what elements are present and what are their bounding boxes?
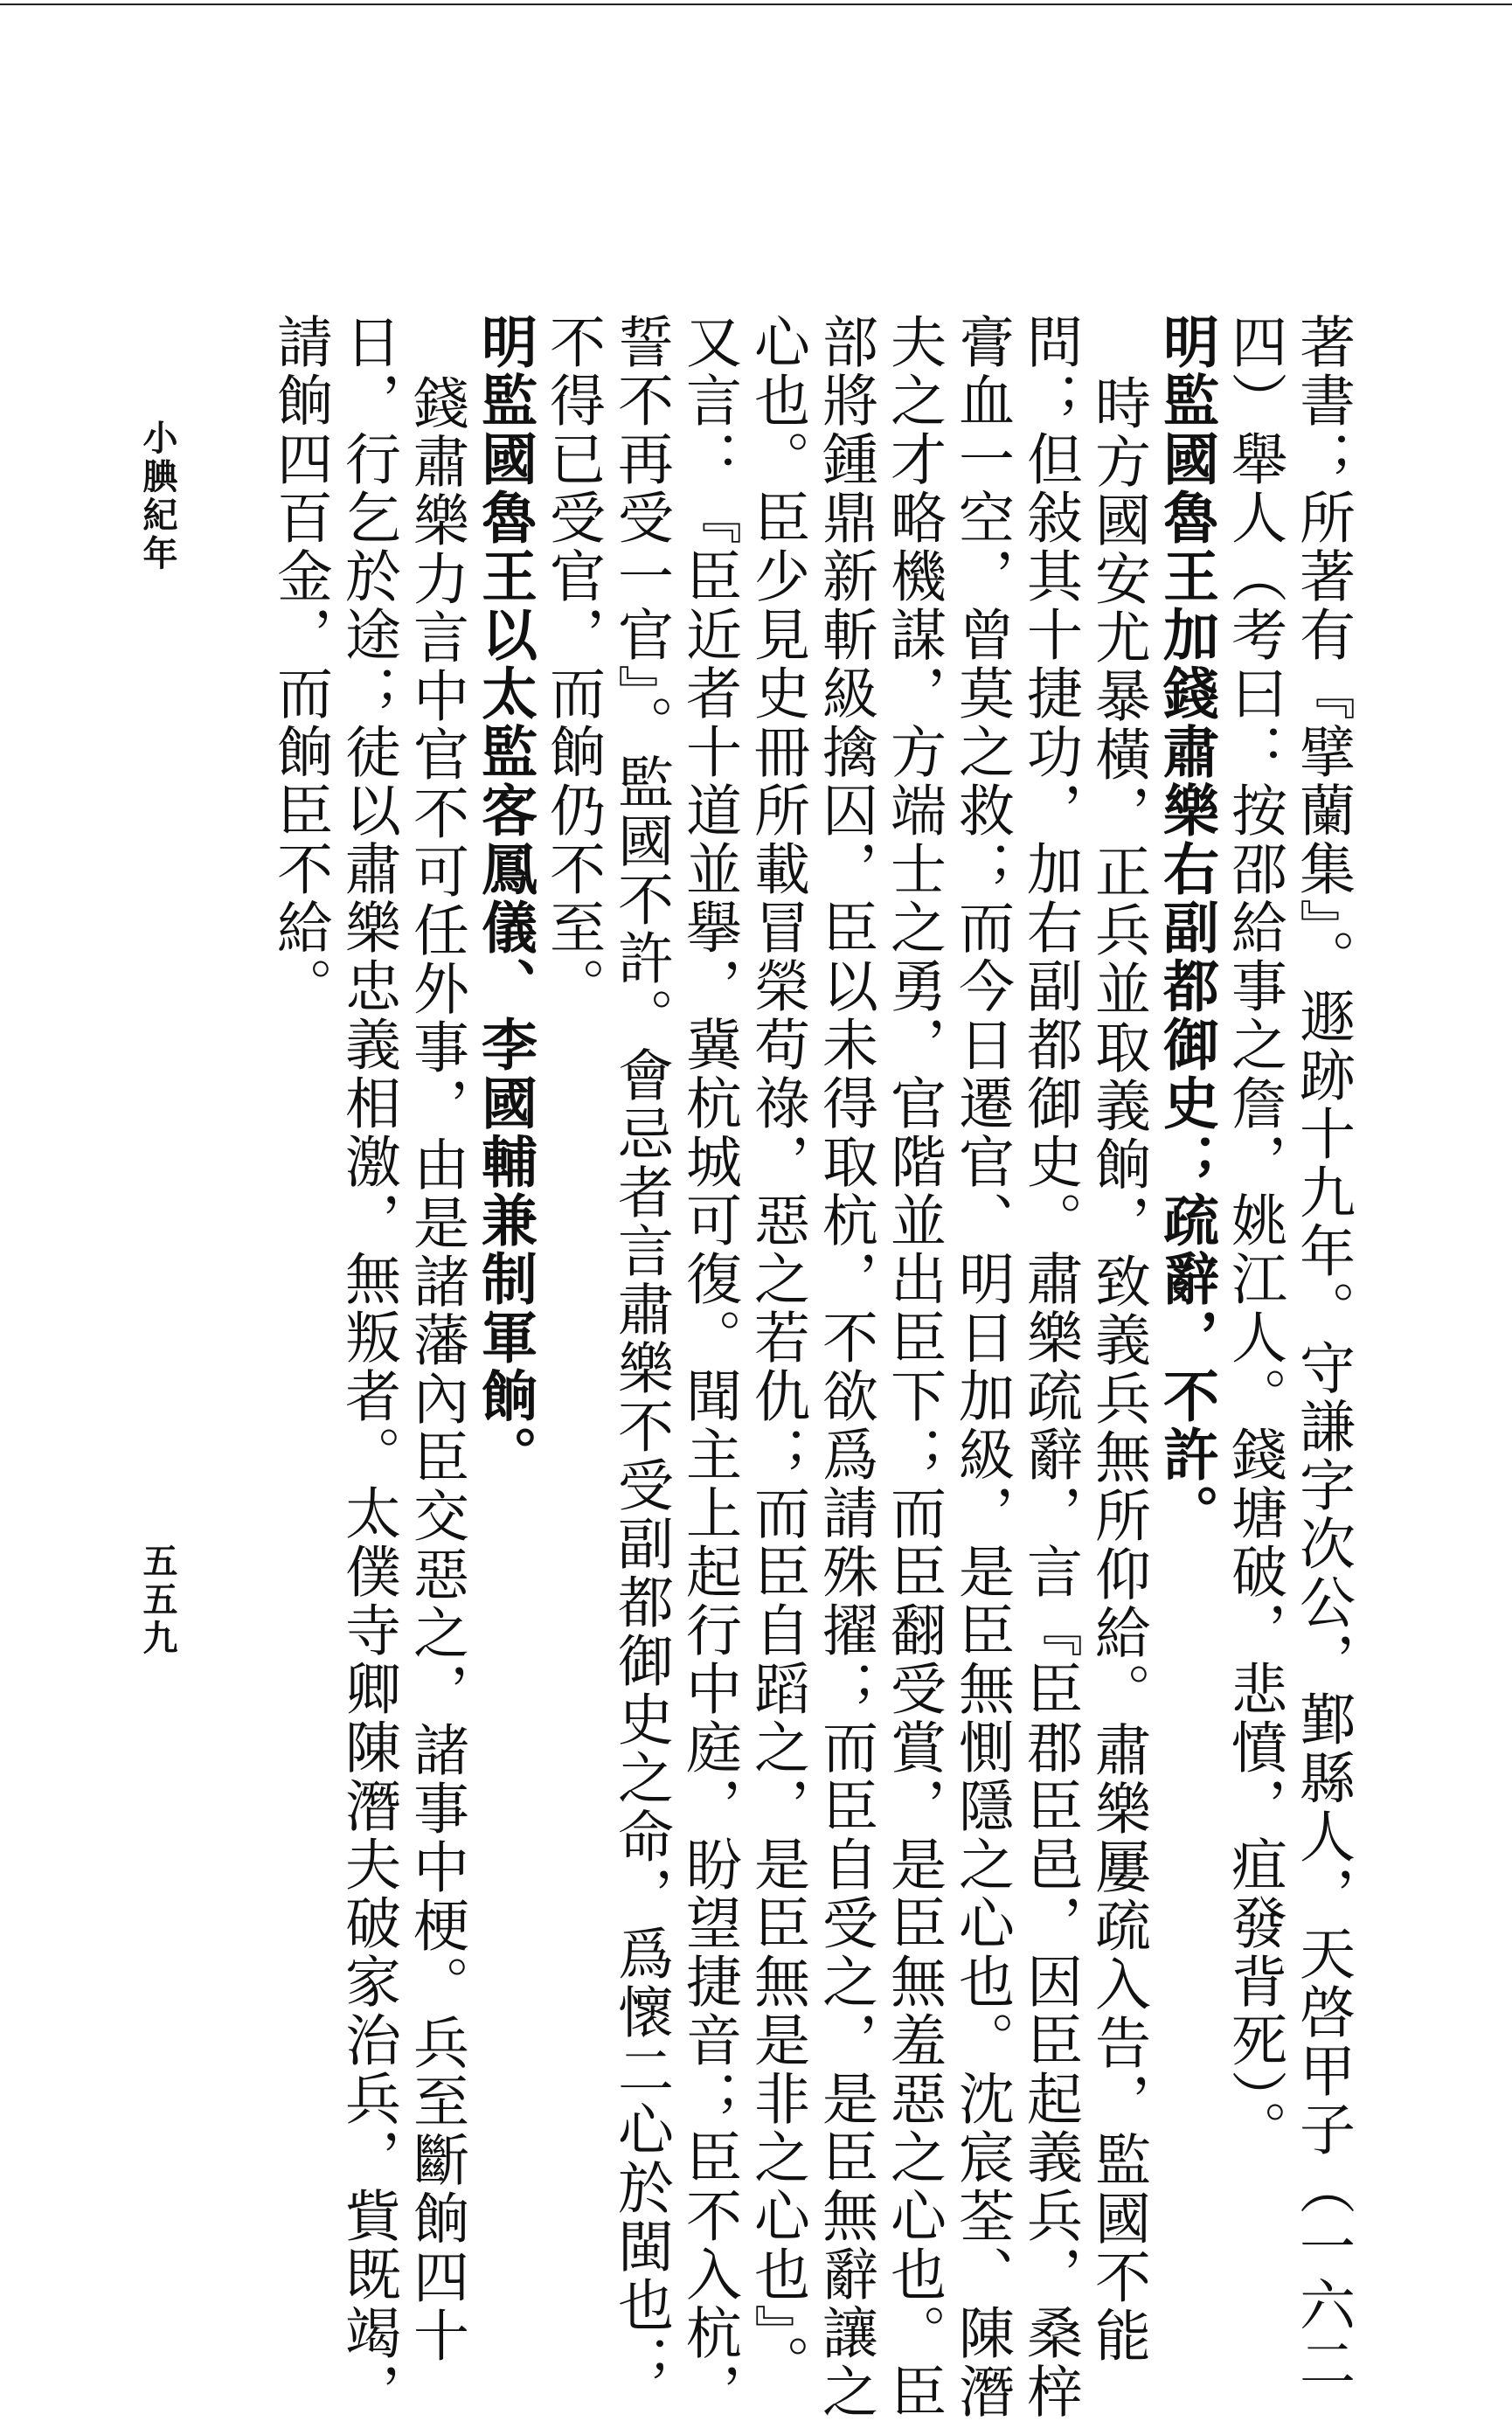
running-title: 小腆紀年	[137, 420, 178, 573]
text-column-6: 膏血一空，曾莫之救；而今日遷官、明日加級，是臣無惻隱之心也。沈宸荃、陳潛	[949, 313, 1014, 2421]
top-border-rule	[0, 3, 1512, 5]
text-column-1: 著書；所著有『擘蘭集』。遯跡十九年。守謙字次公，鄞縣人，天啓甲子（一六二	[1290, 313, 1355, 2393]
text-column-16: 請餉四百金，而餉臣不給。	[267, 313, 332, 1016]
text-column-9: 心也。臣少見史冊所載冒榮苟祿，惡之若仇；而臣自蹈之，是臣無是非之心也』。	[745, 313, 809, 2393]
section-heading-1: 明監國魯王加錢肅樂右副都御史；疏辭，不許。	[1154, 313, 1219, 1543]
text-column-4: 時方國安尤暴橫，正兵並取義餉，致義兵無所仰給。肅樂屢疏入告，監國不能	[1085, 374, 1150, 2365]
text-column-8: 部將鍾鼎新斬級擒囚，臣以未得取杭，不欲爲請殊擢；而臣自受之，是臣無辭讓之	[813, 313, 877, 2421]
text-column-15: 日，行乞於途；徒以肅樂忠義相激，無叛者。太僕寺卿陳潛夫破家治兵，貲既竭，	[336, 313, 400, 2421]
text-column-14: 錢肅樂力言中官不可任外事，由是諸藩內臣交惡之，諸事中梗。兵至斷餉四十	[404, 374, 468, 2365]
page-number: 五五九	[137, 1543, 178, 1658]
text-column-2: 四）舉人（考曰：按邵給事之詹，姚江人。錢塘破，悲憤，疽發背死）。	[1222, 313, 1287, 2159]
text-column-7: 夫之才略機謀，方端士之勇，官階並出臣下；而臣翻受賞，是臣無羞惡之心也。臣	[881, 313, 946, 2421]
text-column-12: 不得已受官，而餉仍不至。	[540, 313, 605, 1016]
main-text-block	[267, 313, 1355, 2421]
section-heading-2: 明監國魯王以太監客鳳儀、李國輔兼制軍餉。	[472, 313, 538, 1484]
text-column-10: 又言：『臣近者十道並擧，冀杭城可復。聞主上起行中庭，盼望捷音；臣不入杭，	[676, 313, 741, 2421]
text-column-11: 誓不再受一官』。監國不許。會忌者言肅樂不受副都御史之命，爲懷二心於閩也；	[608, 313, 673, 2393]
text-column-5: 問；但敍其十捷功，加右副都御史。肅樂疏辭，言『臣郡臣邑，因臣起義兵，桑梓	[1017, 313, 1082, 2421]
